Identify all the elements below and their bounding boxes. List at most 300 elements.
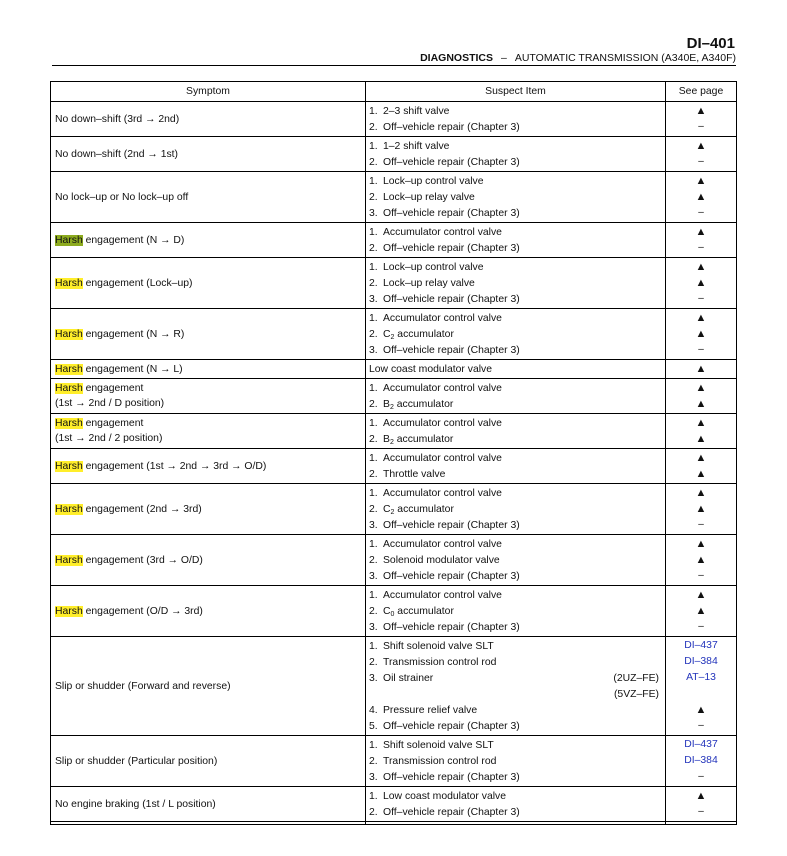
- item-number: 3.: [369, 570, 378, 582]
- see-page-entry: [667, 380, 735, 396]
- see-page-entry: [667, 138, 735, 154]
- item-number: 1.: [369, 790, 378, 802]
- see-page-entry: [667, 702, 735, 718]
- page-header: [52, 52, 736, 64]
- suspect-item: [369, 139, 659, 155]
- suspect-item: [369, 343, 659, 359]
- see-page-entry: [667, 501, 735, 517]
- item-text: Off–vehicle repair (Chapter 3): [383, 207, 520, 219]
- page-link[interactable]: DI–437: [684, 640, 718, 651]
- table-row: [51, 360, 737, 379]
- suspect-item: [369, 671, 659, 687]
- no-page-dash: –: [698, 121, 704, 132]
- suspect-item-cell: [366, 137, 666, 172]
- item-number: 2.: [369, 554, 378, 566]
- symptom-text: No engine braking (1st / L position): [55, 798, 216, 810]
- suspect-item: [369, 770, 659, 786]
- page-link[interactable]: DI–437: [684, 739, 718, 750]
- suspect-item: [369, 655, 659, 671]
- highlighted-keyword: Harsh: [55, 460, 83, 472]
- item-number: 3.: [369, 207, 378, 219]
- table-row: [51, 172, 737, 223]
- table-row: [51, 379, 737, 414]
- see-page-entry: [667, 224, 735, 240]
- highlighted-keyword: Harsh: [55, 277, 83, 289]
- no-page-dash: –: [698, 771, 704, 782]
- reference-triangle-icon: ▲: [695, 140, 707, 152]
- see-page-entry: [667, 396, 735, 412]
- item-text: Off–vehicle repair (Chapter 3): [383, 621, 520, 633]
- suspect-item: [369, 381, 659, 397]
- column-header-suspect-item: Suspect Item: [366, 82, 666, 102]
- header-section-title: DIAGNOSTICS: [420, 52, 493, 64]
- table-row: [51, 822, 737, 825]
- symptom-text: engagement (O/D → 3rd): [82, 605, 203, 617]
- see-page-entry: [667, 275, 735, 291]
- suspect-item-cell: [366, 484, 666, 535]
- suspect-item: [369, 174, 659, 190]
- item-text: Off–vehicle repair (Chapter 3): [383, 519, 520, 531]
- reference-triangle-icon: ▲: [695, 312, 707, 324]
- item-text: Oil strainer: [383, 672, 434, 684]
- no-page-dash: –: [698, 156, 704, 167]
- item-number: 2.: [369, 328, 378, 340]
- suspect-item: [369, 155, 659, 171]
- reference-triangle-icon: ▲: [695, 487, 707, 499]
- suspect-item-cell: [366, 414, 666, 449]
- see-page-entry: [667, 670, 735, 686]
- highlighted-keyword: Harsh: [55, 554, 83, 566]
- suspect-item: [369, 789, 659, 805]
- see-page-cell: [666, 102, 737, 137]
- reference-triangle-icon: ▲: [695, 538, 707, 550]
- suspect-item: [369, 518, 659, 534]
- no-page-dash: –: [698, 570, 704, 581]
- see-page-entry: [667, 450, 735, 466]
- diagnostics-table: [50, 81, 737, 825]
- item-text: C: [383, 605, 391, 617]
- symptom-text: (1st → 2nd / 2 position): [55, 433, 163, 444]
- engine-note: (5VZ–FE): [613, 688, 659, 700]
- see-page-entry: [667, 173, 735, 189]
- suspect-item: [369, 120, 659, 136]
- symptom-text: Slip or shudder (Particular position): [55, 755, 218, 767]
- see-page-entry: [667, 804, 735, 820]
- see-page-entry: [667, 240, 735, 256]
- reference-triangle-icon: ▲: [695, 503, 707, 515]
- item-number: 2.: [369, 433, 378, 445]
- item-text: Shift solenoid valve SLT: [383, 739, 494, 751]
- see-page-cell: [666, 535, 737, 586]
- reference-triangle-icon: ▲: [695, 261, 707, 273]
- suspect-item: [369, 486, 659, 502]
- item-text: Accumulator control valve: [383, 538, 502, 550]
- no-page-dash: –: [698, 293, 704, 304]
- suspect-item-cell: [366, 736, 666, 787]
- symptom-text: engagement (N → D): [82, 234, 185, 246]
- suspect-item: [369, 719, 659, 735]
- see-page-entry: [667, 342, 735, 358]
- see-page-entry: [667, 310, 735, 326]
- header-subtitle: AUTOMATIC TRANSMISSION (A340E, A340F): [514, 52, 736, 64]
- suspect-item-cell: [366, 309, 666, 360]
- item-text: Lock–up control valve: [383, 175, 484, 187]
- item-text: Pressure relief valve: [383, 704, 478, 716]
- item-subscript: 0: [390, 610, 395, 618]
- see-page-entry: [667, 788, 735, 804]
- symptom-text: No lock–up or No lock–up off: [55, 191, 189, 203]
- table-row: [51, 449, 737, 484]
- symptom-text: engagement: [82, 418, 144, 429]
- symptom-text: engagement (3rd → O/D): [82, 554, 203, 566]
- reference-triangle-icon: ▲: [695, 790, 707, 802]
- see-page-cell: [666, 637, 737, 736]
- item-text: Off–vehicle repair (Chapter 3): [383, 720, 520, 732]
- item-text: Shift solenoid valve SLT: [383, 640, 494, 652]
- see-page-entry: [667, 737, 735, 753]
- see-page-entry: [667, 205, 735, 221]
- symptom-cell: [51, 137, 366, 172]
- see-page-entry: [667, 718, 735, 734]
- suspect-item: [369, 292, 659, 308]
- suspect-item: [369, 416, 659, 432]
- reference-triangle-icon: ▲: [695, 417, 707, 429]
- suspect-item-cell: [366, 172, 666, 223]
- suspect-item-cell: [366, 449, 666, 484]
- symptom-cell: [51, 484, 366, 535]
- suspect-item-cell: [366, 258, 666, 309]
- page-link[interactable]: DI–384: [684, 656, 718, 667]
- see-page-cell: [666, 484, 737, 535]
- item-text: Off–vehicle repair (Chapter 3): [383, 771, 520, 783]
- symptom-cell: [51, 360, 366, 379]
- symptom-cell: [51, 822, 366, 825]
- table-row: [51, 484, 737, 535]
- item-number: 4.: [369, 704, 378, 716]
- symptom-text: engagement (N → L): [82, 363, 183, 375]
- suspect-item-cell: [366, 379, 666, 414]
- see-page-cell: [666, 449, 737, 484]
- item-number: 2.: [369, 242, 378, 254]
- header-rule: [52, 65, 736, 66]
- no-page-dash: –: [698, 207, 704, 218]
- table-row: [51, 102, 737, 137]
- item-number: 1.: [369, 589, 378, 601]
- symptom-cell: [51, 637, 366, 736]
- symptom-text: engagement (Lock–up): [82, 277, 193, 289]
- see-page-entry: [667, 603, 735, 619]
- highlighted-keyword: Harsh: [55, 383, 83, 394]
- see-page-entry: [667, 568, 735, 584]
- item-text: C: [383, 328, 391, 340]
- page-link[interactable]: DI–384: [684, 755, 718, 766]
- see-page-cell: [666, 822, 737, 825]
- suspect-item: [369, 327, 659, 343]
- item-number: 2.: [369, 656, 378, 668]
- suspect-item: [369, 687, 659, 703]
- reference-triangle-icon: ▲: [695, 452, 707, 464]
- item-text: Accumulator control valve: [383, 226, 502, 238]
- suspect-item: [369, 620, 659, 636]
- suspect-item: [369, 451, 659, 467]
- item-number: 2.: [369, 605, 378, 617]
- symptom-cell: [51, 309, 366, 360]
- suspect-item: [369, 569, 659, 585]
- reference-triangle-icon: ▲: [695, 605, 707, 617]
- symptom-text: Slip or shudder (Forward and reverse): [55, 680, 231, 692]
- item-text: C: [383, 503, 391, 515]
- symptom-cell: [51, 102, 366, 137]
- item-text: Lock–up control valve: [383, 261, 484, 273]
- item-number: 1.: [369, 452, 378, 464]
- reference-triangle-icon: ▲: [695, 433, 707, 445]
- item-number: 2.: [369, 398, 378, 410]
- item-text: Off–vehicle repair (Chapter 3): [383, 156, 520, 168]
- item-text: 1–2 shift valve: [383, 140, 450, 152]
- item-text: B: [383, 398, 390, 410]
- see-page-entry: [667, 587, 735, 603]
- item-text: Off–vehicle repair (Chapter 3): [383, 293, 520, 305]
- see-page-entry: [667, 189, 735, 205]
- engine-note: (2UZ–FE): [613, 672, 659, 684]
- reference-triangle-icon: ▲: [695, 398, 707, 410]
- suspect-item: [369, 502, 659, 518]
- see-page-entry: [667, 686, 735, 702]
- table-row: [51, 586, 737, 637]
- see-page-entry: [667, 517, 735, 533]
- no-page-dash: –: [698, 242, 704, 253]
- suspect-item: [369, 604, 659, 620]
- item-text: Off–vehicle repair (Chapter 3): [383, 344, 520, 356]
- item-number: 1.: [369, 140, 378, 152]
- see-page-entry: [667, 552, 735, 568]
- item-text: Low coast modulator valve: [369, 363, 493, 375]
- item-number: 1.: [369, 105, 378, 117]
- symptom-cell: [51, 379, 366, 414]
- item-text: Lock–up relay valve: [383, 191, 475, 203]
- suspect-item: [369, 225, 659, 241]
- see-page-entry: [667, 466, 735, 482]
- highlighted-keyword: Harsh: [55, 418, 83, 429]
- see-page-cell: [666, 360, 737, 379]
- symptom-text: engagement (N → R): [82, 328, 185, 340]
- item-number: 1.: [369, 226, 378, 238]
- item-number: 1.: [369, 739, 378, 751]
- see-page-entry: [667, 638, 735, 654]
- table-row: [51, 223, 737, 258]
- item-text-suffix: accumulator: [393, 398, 454, 410]
- symptom-cell: [51, 449, 366, 484]
- table-row: [51, 137, 737, 172]
- suspect-item: [369, 104, 659, 120]
- item-text: Low coast modulator valve: [383, 790, 507, 802]
- symptom-cell: [51, 736, 366, 787]
- item-text: 2–3 shift valve: [383, 105, 450, 117]
- no-page-dash: –: [698, 806, 704, 817]
- table-header-row: [51, 82, 737, 102]
- item-text-suffix: accumulator: [394, 605, 454, 617]
- reference-triangle-icon: ▲: [695, 589, 707, 601]
- reference-triangle-icon: ▲: [695, 382, 707, 394]
- highlighted-keyword: Harsh: [55, 328, 83, 340]
- suspect-item-cell: [366, 586, 666, 637]
- see-page-entry: [667, 259, 735, 275]
- item-number: 2.: [369, 277, 378, 289]
- reference-triangle-icon: ▲: [695, 704, 707, 716]
- item-subscript: 2: [389, 438, 394, 446]
- see-page-cell: [666, 414, 737, 449]
- suspect-item: [369, 754, 659, 770]
- highlighted-keyword: Harsh: [55, 363, 83, 375]
- see-page-cell: [666, 787, 737, 822]
- suspect-item: [369, 311, 659, 327]
- item-number: 3.: [369, 344, 378, 356]
- item-number: 2.: [369, 191, 378, 203]
- see-page-cell: [666, 172, 737, 223]
- no-page-dash: –: [698, 519, 704, 530]
- item-text: Off–vehicle repair (Chapter 3): [383, 121, 520, 133]
- see-page-cell: [666, 379, 737, 414]
- suspect-item: [369, 805, 659, 821]
- reference-triangle-icon: ▲: [695, 468, 707, 480]
- item-text: Accumulator control valve: [383, 417, 502, 429]
- reference-triangle-icon: ▲: [695, 175, 707, 187]
- item-text: Lock–up relay valve: [383, 277, 475, 289]
- see-page-entry: [667, 103, 735, 119]
- table-row: [51, 787, 737, 822]
- reference-triangle-icon: ▲: [695, 328, 707, 340]
- no-page-dash: –: [698, 621, 704, 632]
- suspect-item: [369, 467, 659, 483]
- see-page-entry: [667, 536, 735, 552]
- see-page-entry: [667, 154, 735, 170]
- see-page-entry: [667, 753, 735, 769]
- suspect-item-cell: [366, 223, 666, 258]
- symptom-cell: [51, 535, 366, 586]
- item-text: Off–vehicle repair (Chapter 3): [383, 806, 520, 818]
- suspect-item: [369, 276, 659, 292]
- item-number: 2.: [369, 156, 378, 168]
- item-number: 3.: [369, 672, 378, 684]
- item-text: Accumulator control valve: [383, 487, 502, 499]
- suspect-item: [369, 738, 659, 754]
- item-number: 2.: [369, 468, 378, 480]
- symptom-text: engagement (1st → 2nd → 3rd → O/D): [82, 460, 267, 472]
- suspect-item: [369, 362, 659, 378]
- item-number: 1.: [369, 640, 378, 652]
- suspect-item: [369, 241, 659, 257]
- table-row: [51, 258, 737, 309]
- suspect-item: [369, 553, 659, 569]
- item-text-suffix: accumulator: [393, 433, 454, 445]
- suspect-item-cell: [366, 822, 666, 825]
- suspect-item-cell: [366, 535, 666, 586]
- item-number: 3.: [369, 293, 378, 305]
- item-text-suffix: accumulator: [394, 503, 454, 515]
- suspect-item: [369, 639, 659, 655]
- suspect-item: [369, 206, 659, 222]
- item-subscript: 2: [389, 403, 394, 411]
- suspect-item: [369, 260, 659, 276]
- item-number: 1.: [369, 487, 378, 499]
- item-number: 3.: [369, 519, 378, 531]
- see-page-entry: [667, 769, 735, 785]
- reference-triangle-icon: ▲: [695, 554, 707, 566]
- suspect-item-cell: [366, 102, 666, 137]
- symptom-text: No down–shift (3rd → 2nd): [55, 113, 180, 125]
- see-page-entry: [667, 291, 735, 307]
- symptom-cell: [51, 172, 366, 223]
- item-text: Accumulator control valve: [383, 452, 502, 464]
- item-number: 1.: [369, 261, 378, 273]
- symptom-text: (1st → 2nd / D position): [55, 398, 165, 409]
- reference-triangle-icon: ▲: [695, 226, 707, 238]
- suspect-item: [369, 190, 659, 206]
- highlighted-keyword: Harsh: [55, 234, 83, 246]
- item-number: 3.: [369, 771, 378, 783]
- symptom-cell: [51, 223, 366, 258]
- item-number: 1.: [369, 538, 378, 550]
- item-number: 2.: [369, 121, 378, 133]
- item-number: 2.: [369, 806, 378, 818]
- suspect-item-cell: [366, 787, 666, 822]
- page-link[interactable]: AT–13: [686, 672, 716, 683]
- symptom-text: No down–shift (2nd → 1st): [55, 148, 179, 160]
- see-page-entry: [667, 361, 735, 377]
- item-text: B: [383, 433, 390, 445]
- item-number: 3.: [369, 621, 378, 633]
- see-page-cell: [666, 309, 737, 360]
- item-number: 2.: [369, 503, 378, 515]
- reference-triangle-icon: ▲: [695, 105, 707, 117]
- item-text: Solenoid modulator valve: [383, 554, 500, 566]
- symptom-text: engagement (2nd → 3rd): [82, 503, 202, 515]
- see-page-cell: [666, 223, 737, 258]
- suspect-item: [369, 397, 659, 413]
- table-row: [51, 736, 737, 787]
- suspect-item: [369, 703, 659, 719]
- symptom-cell: [51, 414, 366, 449]
- item-text-suffix: accumulator: [394, 328, 454, 340]
- symptom-cell: [51, 787, 366, 822]
- suspect-item: [369, 432, 659, 448]
- highlighted-keyword: Harsh: [55, 605, 83, 617]
- no-page-dash: –: [698, 720, 704, 731]
- item-number: 2.: [369, 755, 378, 767]
- see-page-entry: [667, 431, 735, 447]
- item-text: Throttle valve: [383, 468, 446, 480]
- item-text: Accumulator control valve: [383, 589, 502, 601]
- see-page-entry: [667, 119, 735, 135]
- see-page-cell: [666, 137, 737, 172]
- header-separator: –: [501, 52, 507, 64]
- reference-triangle-icon: ▲: [695, 277, 707, 289]
- item-number: 5.: [369, 720, 378, 732]
- page-number: DI–401: [686, 35, 735, 52]
- reference-triangle-icon: ▲: [695, 191, 707, 203]
- item-number: 1.: [369, 382, 378, 394]
- see-page-entry: [667, 415, 735, 431]
- table-row: [51, 309, 737, 360]
- suspect-item-cell: [366, 637, 666, 736]
- reference-triangle-icon: ▲: [695, 363, 707, 375]
- item-number: 1.: [369, 417, 378, 429]
- see-page-entry: [667, 619, 735, 635]
- item-text: Transmission control rod: [383, 755, 497, 767]
- item-text: Transmission control rod: [383, 656, 497, 668]
- see-page-cell: [666, 736, 737, 787]
- see-page-entry: [667, 326, 735, 342]
